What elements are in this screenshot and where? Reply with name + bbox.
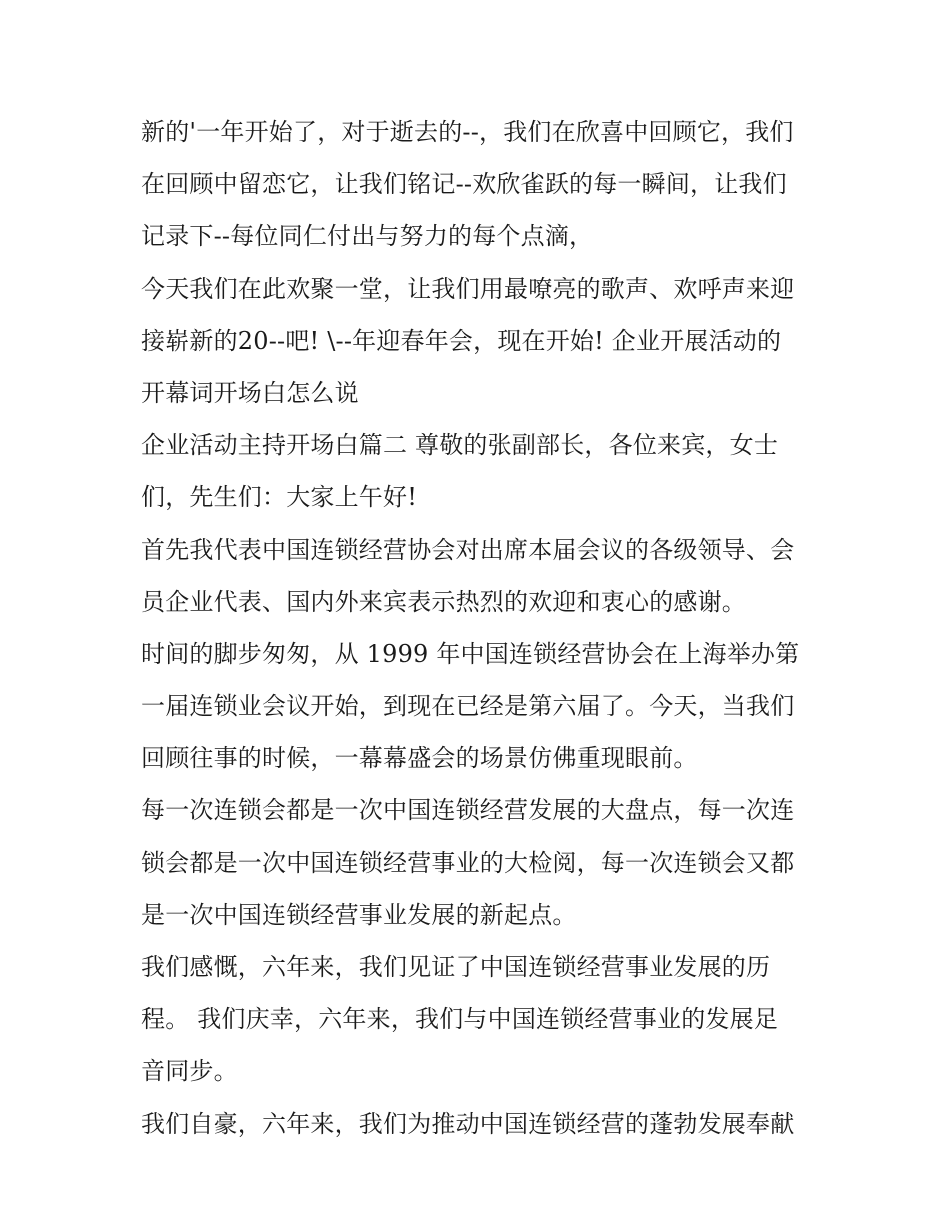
text-line: 锁会都是一次中国连锁经营事业的大检阅，每一次连锁会又都	[141, 848, 795, 877]
text-line: 时间的脚步匆匆，从 1999 年中国连锁经营协会在上海举办第	[141, 639, 800, 668]
text-line: 今天我们在此欢聚一堂，让我们用最嘹亮的歌声、欢呼声来迎	[141, 274, 795, 303]
document-body	[141, 106, 821, 1150]
text-line: 接崭新的20--吧! \--年迎春年会，现在开始! 企业开展活动的	[141, 326, 782, 355]
text-line: 程。 我们庆幸，六年来，我们与中国连锁经营事业的发展足	[141, 1005, 779, 1034]
text-line: 一届连锁业会议开始，到现在已经是第六届了。今天，当我们	[141, 692, 795, 721]
text-line: 开幕词开场白怎么说	[141, 378, 359, 407]
text-line: 回顾往事的时候，一幕幕盛会的场景仿佛重现眼前。	[141, 744, 698, 773]
text-line: 员企业代表、国内外来宾表示热烈的欢迎和衷心的感谢。	[141, 587, 746, 616]
text-line: 企业活动主持开场白篇二 尊敬的张副部长，各位来宾，女士	[141, 431, 779, 460]
text-line: 在回顾中留恋它，让我们铭记--欢欣雀跃的每一瞬间，让我们	[141, 170, 787, 199]
text-line: 我们感慨，六年来，我们见证了中国连锁经营事业发展的历	[141, 953, 771, 981]
text-line: 新的'一年开始了，对于逝去的--，我们在欣喜中回顾它，我们	[141, 118, 794, 146]
text-line: 记录下--每位同仁付出与努力的每个点滴，	[141, 222, 594, 251]
text-line: 每一次连锁会都是一次中国连锁经营发展的大盘点，每一次连	[141, 796, 795, 825]
text-line: 首先我代表中国连锁经营协会对出席本届会议的各级领导、会	[141, 535, 795, 564]
text-line: 我们自豪，六年来，我们为推动中国连锁经营的蓬勃发展奉献	[141, 1109, 795, 1138]
text-line: 们，先生们：大家上午好!	[141, 483, 418, 512]
text-line: 是一次中国连锁经营事业发展的新起点。	[141, 900, 577, 929]
text-line: 音同步。	[141, 1057, 238, 1086]
